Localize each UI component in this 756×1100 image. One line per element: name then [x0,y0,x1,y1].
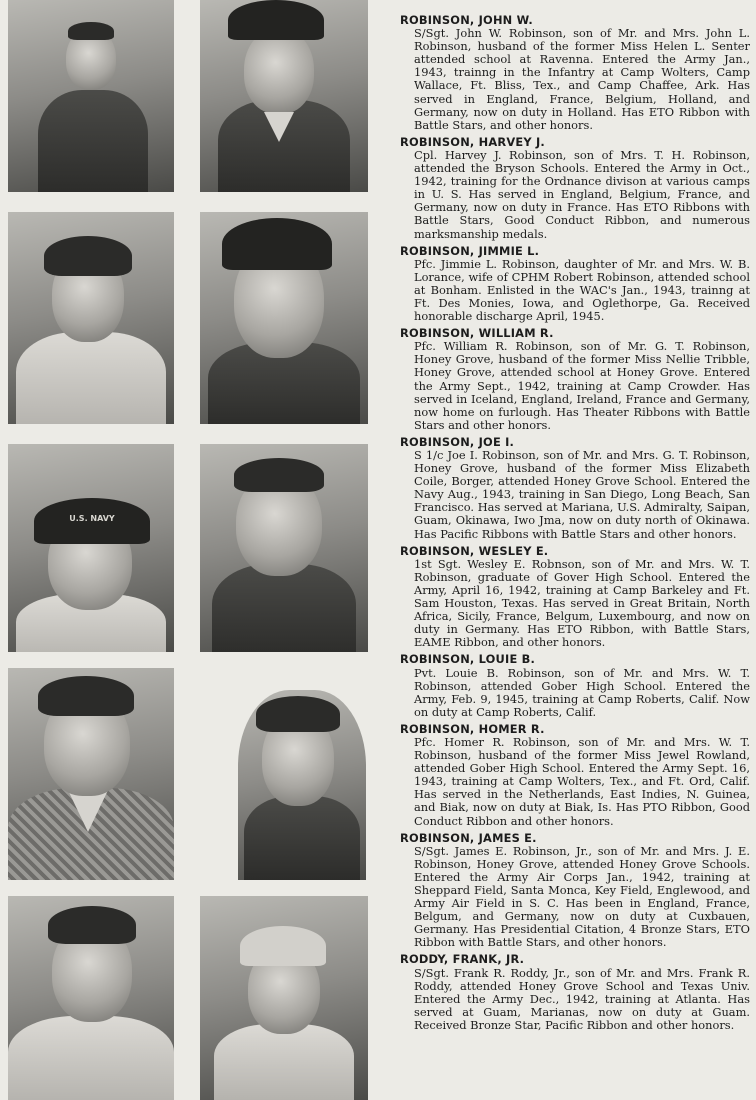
portrait-photo-2 [200,0,368,192]
entry-robinson-louie [384,653,750,718]
entry-robinson-joe [384,436,750,541]
entry-name: ROBINSON, JOE I. [400,434,515,449]
entry-robinson-homer [384,723,750,828]
entry-robinson-john [384,14,750,132]
entry-body: Pfc. Jimmie L. Robinson, daughter of Mr. and Mrs. W. B. Lorance, wife of CPHM Robert Robinson, attended school at Bonham. Enlisted in the WAC's Jan., 1943, trainng at Ft. Des Monies, Iowa, and Oglethorpe, Ga. Received honorable discharge April, 1945. [414,256,750,324]
entry-robinson-jimmie [384,245,750,324]
portrait-photo-4 [200,212,368,424]
biography-column [384,14,750,1036]
entry-body: 1st Sgt. Wesley E. Robnson, son of Mr. and Mrs. W. T. Robinson, graduate of Gover High School. Entered the Army, April 16, 1942, training at Camp Barkeley and Ft. Sam Houston, Texas. Has served in Great Britain, North Africa, Sicily, France, Belgum, Luxembourg, and now on duty in Germany. Has ETO Ribbon, with Battle Stars, EAME Ribbon, and other honors. [414,556,750,650]
entry-name: RODDY, FRANK, JR. [400,952,525,967]
portrait-photo-3 [8,212,174,424]
entry-name: ROBINSON, JAMES E. [400,830,537,845]
entry-body: Pfc. William R. Robinson, son of Mr. G. T. Robinson, Honey Grove, husband of the former Miss Nellie Tribble, Honey Grove, attended school at Honey Grove. Entered the Army Sept., 1942, training at Camp Crowder. Has served in Iceland, England, Ireland, France and Germany, now home on furlough. Has Theater Ribbons with Battle Stars and other honors. [414,339,750,432]
entry-body: S/Sgt. John W. Robinson, son of Mr. and Mrs. John L. Robinson, husband of the former Miss Helen L. Senter attended school at Ravenna. Entered the Army Jan., 1943, trainng in the Infantry at Camp Wolters, Camp Wallace, Ft. Bliss, Tex., and Camp Chaffee, Ark. Has served in England, France, Belgium, Holland, and Germany, now on duty in Holland. Has ETO Ribbon with Battle Stars, and other honors. [414,26,750,132]
entry-body: S/Sgt. Frank R. Roddy, Jr., son of Mr. and Mrs. Frank R. Roddy, attended Honey Grove School and Texas Univ. Entered the Army Dec., 1942, training at Atlanta. Has served at Guam, Marianas, now on duty at Guam. Received Bronze Star, Pacific Ribbon and other honors. [414,965,750,1032]
entry-name: ROBINSON, LOUIE B. [400,652,535,667]
entry-body: Pvt. Louie B. Robinson, son of Mr. and Mrs. W. T. Robinson, attended Gober High School. Entered the Army, Feb. 9, 1945, training at Camp Roberts, Calif. Now on duty at Camp Roberts, Calif. [414,665,750,719]
entry-robinson-william [384,327,750,432]
entry-robinson-wesley [384,545,750,650]
entry-body: Cpl. Harvey J. Robinson, son of Mrs. T. H. Robinson, attended the Bryson Schools. Entered the Army in Oct., 1942, training for the Ordnance divison at various camps in U. S. Has served in England, Belgium, France, and Germany, now on duty in France. Has ETO Ribbons with Battle Stars, Good Conduct Ribbon, and numerous marksmanship medals. [414,147,750,241]
entry-robinson-harvey [384,136,750,241]
portrait-photo-9 [8,896,174,1100]
portrait-photo-10 [200,896,368,1100]
entry-robinson-james [384,832,750,950]
navy-cap-label: U.S. NAVY [69,514,115,523]
entry-name: ROBINSON, WILLIAM R. [400,326,554,341]
photo-column [0,0,376,1100]
portrait-photo-8 [238,690,366,880]
entry-body: S 1/c Joe I. Robinson, son of Mr. and Mrs. G. T. Robinson, Honey Grove, husband of the former Miss Elizabeth Coile, Borger, attended Honey Grove School. Entered the Navy Aug., 1943, training in San Diego, Long Beach, San Francisco. Has served at Mariana, U.S. Admiralty, Saipan, Guam, Okinawa, Iwo Jma, now on duty north of Okinawa. Has Pacific Ribbons with Battle Stars and other honors. [414,448,750,541]
entry-body: Pfc. Homer R. Robinson, son of Mr. and Mrs. W. T. Robinson, husband of the former Miss Jewel Rowland, attended Gober High School. Entered the Army Sept. 16, 1943, training at Camp Wolters, Tex., and Ft. Ord, Calif. Has served in the Netherlands, East Indies, N. Guinea, and Biak, now on duty at Biak, Is. Has PTO Ribbon, Good Conduct Ribbon and other honors. [414,734,750,828]
portrait-photo-6 [200,444,368,652]
entry-roddy-frank [384,953,750,1032]
entry-body: S/Sgt. James E. Robinson, Jr., son of Mr. and Mrs. J. E. Robinson, Honey Grove, attended Honey Grove Schools. Entered the Army Air Corps Jan., 1942, training at Sheppard Field, Santa Monca, Key Field, Englewood, and Army Air Field in S. C. Has been in England, France, Belgum, and Germany, now on duty at Cuxbauen, Germany. Has Presidential Citation, 4 Bronze Stars, ETO Ribbon with Battle Stars, and other honors. [414,843,750,950]
entry-name: ROBINSON, WESLEY E. [400,543,549,558]
entry-name: ROBINSON, JOHN W. [400,13,533,27]
entry-name: ROBINSON, HOMER R. [400,721,545,736]
portrait-photo-7 [8,668,174,880]
entry-name: ROBINSON, JIMMIE L. [400,243,540,258]
portrait-photo-1 [8,0,174,192]
entry-name: ROBINSON, HARVEY J. [400,134,545,149]
portrait-photo-5 [8,444,174,652]
